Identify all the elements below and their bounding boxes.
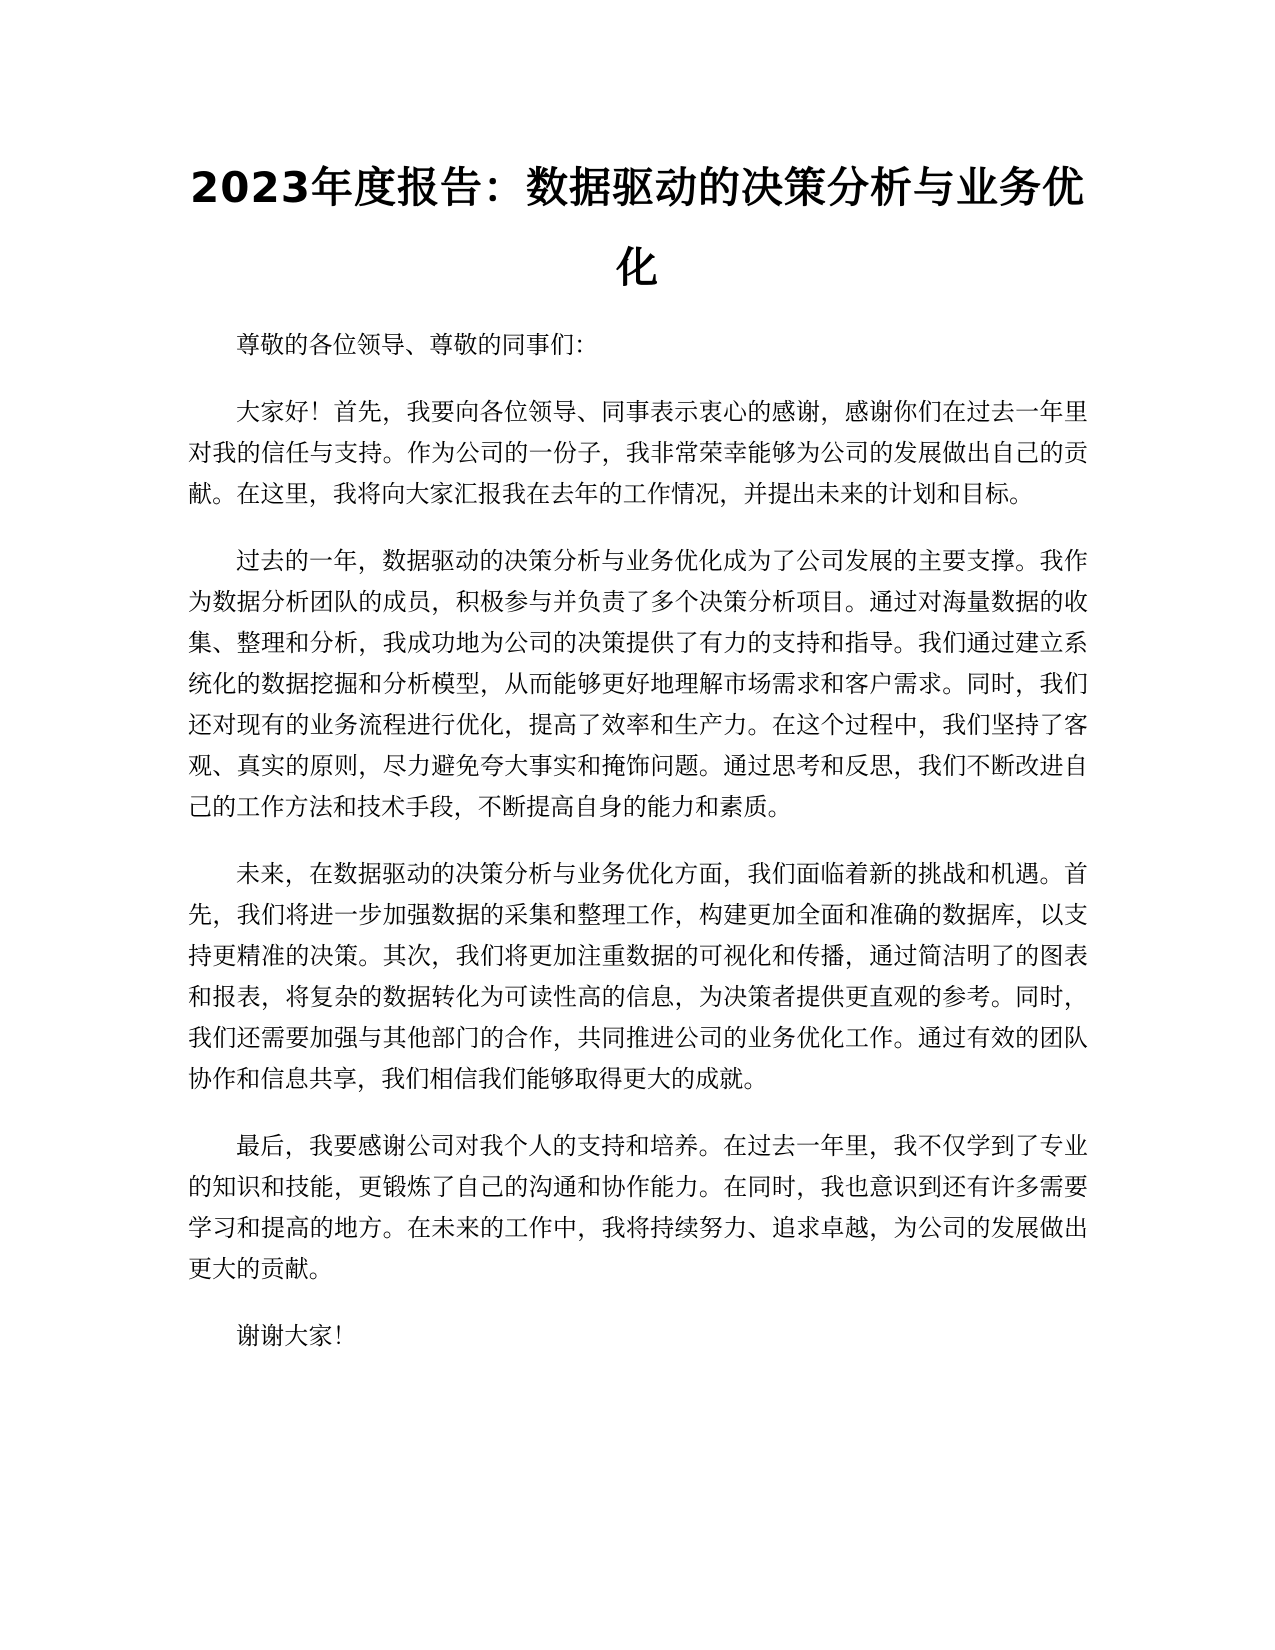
paragraph-future-plans: 未来，在数据驱动的决策分析与业务优化方面，我们面临着新的挑战和机遇。首先，我们将进一步加强数据的采集和整理工作，构建更加全面和准确的数据库，以支持更精准的决策。其次，我们将更加注重数据的可视化和传播，通过简洁明了的图表和报表，将复杂的数据转化为可读性高的信息，为决策者提供更直观的参考。同时，我们还需要加强与其他部门的合作，共同推进公司的业务优化工作。通过有效的团队协作和信息共享，我们相信我们能够取得更大的成就。 (188, 860, 1088, 1093)
document-title: 2023年度报告：数据驱动的决策分析与业务优化 (190, 163, 1085, 292)
paragraph-opening: 大家好！首先，我要向各位领导、同事表示衷心的感谢，感谢你们在过去一年里对我的信任与支持。作为公司的一份子，我非常荣幸能够为公司的发展做出自己的贡献。在这里，我将向大家汇报我在去年的工作情况，并提出未来的计划和目标。 (188, 398, 1088, 508)
salutation: 尊敬的各位领导、尊敬的同事们： (236, 331, 599, 359)
paragraph-closing: 最后，我要感谢公司对我个人的支持和培养。在过去一年里，我不仅学到了专业的知识和技能，更锻炼了自己的沟通和协作能力。在同时，我也意识到还有许多需要学习和提高的地方。在未来的工作中，我将持续努力、追求卓越，为公司的发展做出更大的贡献。 (188, 1132, 1088, 1283)
document-body (188, 325, 1088, 1383)
thanks-line: 谢谢大家！ (236, 1322, 357, 1350)
paragraph-past-year: 过去的一年，数据驱动的决策分析与业务优化成为了公司发展的主要支撑。我作为数据分析团队的成员，积极参与并负责了多个决策分析项目。通过对海量数据的收集、整理和分析，我成功地为公司的决策提供了有力的支持和指导。我们通过建立系统化的数据挖掘和分析模型，从而能够更好地理解市场需求和客户需求。同时，我们还对现有的业务流程进行优化，提高了效率和生产力。在这个过程中，我们坚持了客观、真实的原则，尽力避免夸大事实和掩饰问题。通过思考和反思，我们不断改进自己的工作方法和技术手段，不断提高自身的能力和素质。 (188, 547, 1088, 821)
